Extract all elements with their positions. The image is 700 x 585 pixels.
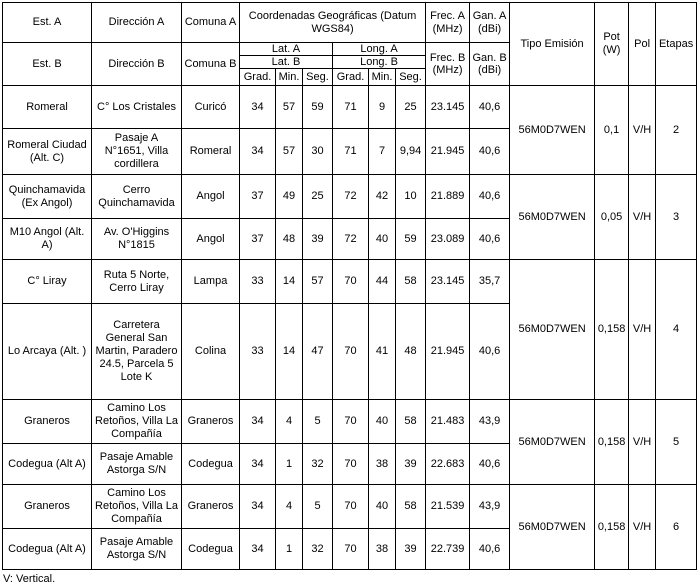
cell-comuna: Colina	[182, 304, 240, 400]
header-gan-b: Gan. B (dBi)	[470, 43, 510, 86]
table-row	[3, 400, 697, 444]
cell-long-min: 9	[369, 86, 396, 129]
cell-direccion: Camino Los Retoños, Villa La Compañía	[92, 485, 182, 529]
cell-lat-min: 57	[276, 129, 303, 175]
header-row-a	[3, 3, 697, 43]
header-tipo-emision: Tipo Emisión	[510, 3, 595, 86]
cell-direccion: Av. O'Higgins N°1815	[92, 219, 182, 260]
cell-pol: V/H	[629, 400, 656, 485]
cell-pot: 0,1	[595, 86, 629, 175]
cell-tipo-emision: 56M0D7WEN	[510, 86, 595, 175]
cell-long-grad: 70	[333, 400, 369, 444]
cell-long-min: 41	[369, 304, 396, 400]
cell-lat-grad: 37	[240, 219, 276, 260]
cell-pol: V/H	[629, 86, 656, 175]
cell-frec: 21.483	[426, 400, 470, 444]
cell-est: Codegua (Alt A)	[3, 444, 92, 485]
cell-long-min: 42	[369, 175, 396, 219]
header-direccion-b: Dirección B	[92, 43, 182, 86]
cell-lat-seg: 32	[303, 444, 333, 485]
cell-frec: 23.145	[426, 86, 470, 129]
cell-long-seg: 39	[396, 529, 426, 570]
cell-long-seg: 58	[396, 400, 426, 444]
cell-direccion: Pasaje Amable Astorga S/N	[92, 444, 182, 485]
table-row	[3, 485, 697, 529]
cell-lat-min: 14	[276, 260, 303, 304]
header-long-b: Long. B	[333, 56, 426, 69]
header-etapas: Etapas	[656, 3, 697, 86]
cell-long-seg: 25	[396, 86, 426, 129]
cell-pol: V/H	[629, 485, 656, 570]
header-pot: Pot (W)	[595, 3, 629, 86]
cell-lat-min: 14	[276, 304, 303, 400]
cell-pol: V/H	[629, 260, 656, 400]
cell-comuna: Codegua	[182, 444, 240, 485]
cell-comuna: Romeral	[182, 129, 240, 175]
cell-frec: 23.089	[426, 219, 470, 260]
cell-long-grad: 70	[333, 304, 369, 400]
cell-gan: 40,6	[470, 304, 510, 400]
cell-gan: 43,9	[470, 400, 510, 444]
cell-pot: 0,158	[595, 260, 629, 400]
header-gan-a: Gan. A (dBi)	[470, 3, 510, 43]
cell-comuna: Angol	[182, 175, 240, 219]
cell-etapas: 4	[656, 260, 697, 400]
header-lat-min: Min.	[276, 69, 303, 86]
cell-est: Lo Arcaya (Alt. )	[3, 304, 92, 400]
cell-etapas: 2	[656, 86, 697, 175]
cell-pol: V/H	[629, 175, 656, 260]
cell-direccion: C° Los Cristales	[92, 86, 182, 129]
cell-etapas: 3	[656, 175, 697, 260]
cell-long-min: 40	[369, 219, 396, 260]
cell-frec: 21.945	[426, 304, 470, 400]
cell-long-grad: 72	[333, 219, 369, 260]
cell-long-grad: 71	[333, 129, 369, 175]
cell-tipo-emision: 56M0D7WEN	[510, 260, 595, 400]
cell-lat-grad: 34	[240, 400, 276, 444]
cell-est: Graneros	[3, 400, 92, 444]
cell-lat-grad: 34	[240, 444, 276, 485]
cell-direccion: Cerro Quinchamavida	[92, 175, 182, 219]
cell-tipo-emision: 56M0D7WEN	[510, 175, 595, 260]
cell-comuna: Graneros	[182, 400, 240, 444]
cell-long-seg: 58	[396, 260, 426, 304]
cell-lat-seg: 39	[303, 219, 333, 260]
cell-lat-grad: 33	[240, 260, 276, 304]
cell-gan: 43,9	[470, 485, 510, 529]
header-frec-b: Frec. B (MHz)	[426, 43, 470, 86]
cell-tipo-emision: 56M0D7WEN	[510, 485, 595, 570]
cell-direccion: Ruta 5 Norte, Cerro Liray	[92, 260, 182, 304]
header-lat-seg: Seg.	[303, 69, 333, 86]
cell-pot: 0,158	[595, 400, 629, 485]
cell-long-seg: 9,94	[396, 129, 426, 175]
cell-frec: 21.945	[426, 129, 470, 175]
table-row	[3, 175, 697, 219]
cell-lat-grad: 34	[240, 485, 276, 529]
cell-lat-min: 1	[276, 444, 303, 485]
cell-gan: 40,6	[470, 129, 510, 175]
cell-lat-seg: 5	[303, 485, 333, 529]
cell-est: C° Liray	[3, 260, 92, 304]
cell-lat-grad: 34	[240, 529, 276, 570]
cell-est: Graneros	[3, 485, 92, 529]
cell-direccion: Camino Los Retoños, Villa La Compañía	[92, 400, 182, 444]
cell-comuna: Lampa	[182, 260, 240, 304]
cell-lat-seg: 30	[303, 129, 333, 175]
cell-pot: 0,05	[595, 175, 629, 260]
cell-gan: 40,6	[470, 219, 510, 260]
header-long-min: Min.	[369, 69, 396, 86]
cell-long-min: 44	[369, 260, 396, 304]
header-long-seg: Seg.	[396, 69, 426, 86]
header-est-a: Est. A	[3, 3, 92, 43]
cell-frec: 21.539	[426, 485, 470, 529]
cell-lat-seg: 59	[303, 86, 333, 129]
cell-comuna: Codegua	[182, 529, 240, 570]
cell-frec: 21.889	[426, 175, 470, 219]
cell-lat-min: 57	[276, 86, 303, 129]
header-comuna-b: Comuna B	[182, 43, 240, 86]
header-coordenadas: Coordenadas Geográficas (Datum WGS84)	[240, 3, 426, 43]
cell-long-grad: 70	[333, 444, 369, 485]
table-row	[3, 86, 697, 129]
cell-long-seg: 59	[396, 219, 426, 260]
cell-lat-min: 1	[276, 529, 303, 570]
cell-est: Romeral	[3, 86, 92, 129]
cell-long-grad: 70	[333, 485, 369, 529]
header-direccion-a: Dirección A	[92, 3, 182, 43]
cell-lat-grad: 33	[240, 304, 276, 400]
cell-etapas: 6	[656, 485, 697, 570]
cell-lat-grad: 34	[240, 129, 276, 175]
cell-long-seg: 48	[396, 304, 426, 400]
cell-comuna: Graneros	[182, 485, 240, 529]
cell-long-grad: 72	[333, 175, 369, 219]
cell-long-min: 40	[369, 400, 396, 444]
cell-lat-seg: 47	[303, 304, 333, 400]
cell-frec: 22.739	[426, 529, 470, 570]
cell-gan: 40,6	[470, 529, 510, 570]
cell-est: Quinchamavida (Ex Angol)	[3, 175, 92, 219]
stations-table	[2, 2, 697, 570]
cell-lat-seg: 5	[303, 400, 333, 444]
header-lat-grad: Grad.	[240, 69, 276, 86]
cell-gan: 40,6	[470, 86, 510, 129]
cell-direccion: Carretera General San Martin, Paradero 24.5, Parcela 5 Lote K	[92, 304, 182, 400]
header-lat-a: Lat. A	[240, 43, 333, 56]
cell-lat-min: 4	[276, 485, 303, 529]
footnote: V: Vertical.	[3, 573, 56, 585]
cell-pot: 0,158	[595, 485, 629, 570]
cell-long-min: 40	[369, 485, 396, 529]
cell-tipo-emision: 56M0D7WEN	[510, 400, 595, 485]
cell-lat-grad: 37	[240, 175, 276, 219]
cell-long-grad: 70	[333, 529, 369, 570]
cell-lat-grad: 34	[240, 86, 276, 129]
cell-est: Codegua (Alt A)	[3, 529, 92, 570]
header-long-a: Long. A	[333, 43, 426, 56]
cell-comuna: Angol	[182, 219, 240, 260]
cell-frec: 23.145	[426, 260, 470, 304]
header-pol: Pol	[629, 3, 656, 86]
header-long-grad: Grad.	[333, 69, 369, 86]
cell-est: M10 Angol (Alt. A)	[3, 219, 92, 260]
cell-gan: 35,7	[470, 260, 510, 304]
cell-lat-min: 49	[276, 175, 303, 219]
cell-long-seg: 58	[396, 485, 426, 529]
cell-etapas: 5	[656, 400, 697, 485]
cell-est: Romeral Ciudad (Alt. C)	[3, 129, 92, 175]
cell-long-min: 38	[369, 444, 396, 485]
cell-lat-seg: 32	[303, 529, 333, 570]
table-row	[3, 260, 697, 304]
cell-long-grad: 71	[333, 86, 369, 129]
cell-gan: 40,6	[470, 444, 510, 485]
header-frec-a: Frec. A (MHz)	[426, 3, 470, 43]
cell-comuna: Curicó	[182, 86, 240, 129]
cell-lat-min: 4	[276, 400, 303, 444]
cell-long-seg: 10	[396, 175, 426, 219]
cell-frec: 22.683	[426, 444, 470, 485]
cell-lat-seg: 25	[303, 175, 333, 219]
header-comuna-a: Comuna A	[182, 3, 240, 43]
cell-lat-min: 48	[276, 219, 303, 260]
cell-long-grad: 70	[333, 260, 369, 304]
cell-long-min: 7	[369, 129, 396, 175]
header-lat-b: Lat. B	[240, 56, 333, 69]
cell-direccion: Pasaje A N°1651, Villa cordillera	[92, 129, 182, 175]
cell-gan: 40,6	[470, 175, 510, 219]
cell-long-seg: 39	[396, 444, 426, 485]
cell-long-min: 38	[369, 529, 396, 570]
header-est-b: Est. B	[3, 43, 92, 86]
cell-direccion: Pasaje Amable Astorga S/N	[92, 529, 182, 570]
cell-lat-seg: 57	[303, 260, 333, 304]
